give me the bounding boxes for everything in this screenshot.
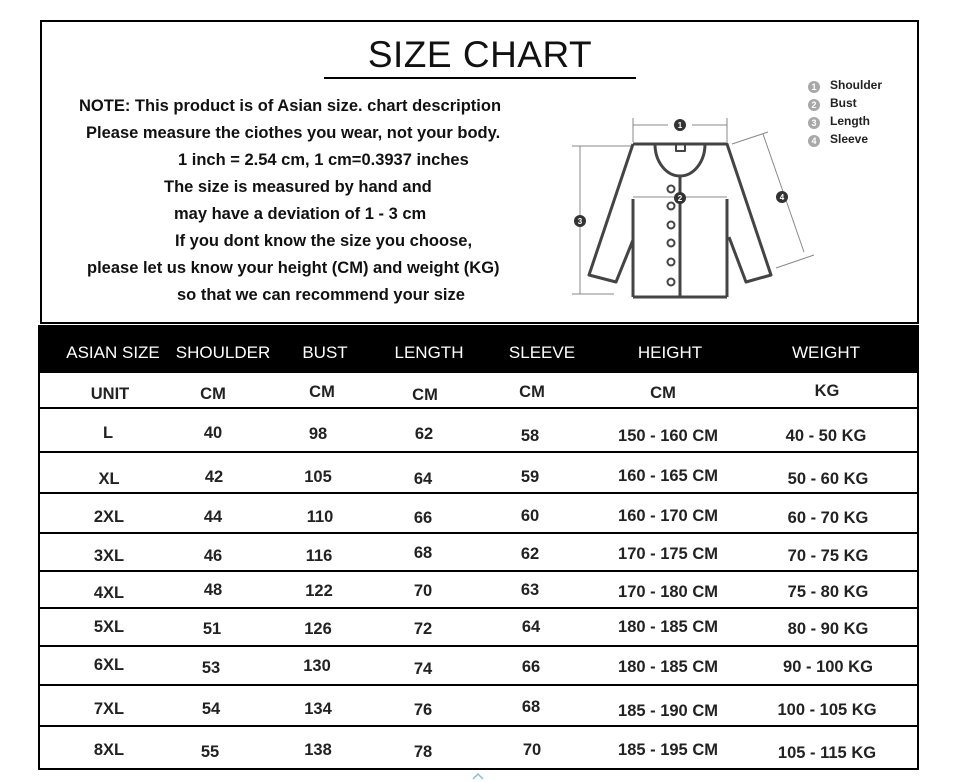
column-header-sleeve: SLEEVE bbox=[508, 343, 576, 362]
marker-1: 1 bbox=[677, 121, 683, 130]
sleeve-cell: 58 bbox=[520, 427, 540, 445]
size-cell: 7XL bbox=[93, 700, 125, 718]
shoulder-cell: 42 bbox=[204, 468, 224, 486]
weight-cell: 75 - 80 KG bbox=[787, 583, 869, 601]
table-row bbox=[40, 409, 917, 453]
length-cell: 68 bbox=[413, 544, 433, 562]
unit-cell: UNIT bbox=[90, 385, 130, 403]
number-badge-icon: 3 bbox=[808, 117, 820, 129]
weight-cell: 50 - 60 KG bbox=[787, 470, 869, 488]
column-header-bust: BUST bbox=[302, 343, 348, 362]
legend-label: Length bbox=[830, 114, 870, 128]
number-badge-icon: 2 bbox=[808, 99, 820, 111]
weight-cell: 105 - 115 KG bbox=[777, 744, 877, 762]
note-line: If you dont know the size you choose, bbox=[175, 232, 473, 250]
height-cell: 170 - 180 CM bbox=[618, 583, 718, 601]
bust-cell: 134 bbox=[304, 700, 332, 718]
number-badge-icon: 4 bbox=[808, 135, 820, 147]
column-header-shoulder: SHOULDER bbox=[175, 343, 271, 362]
bust-cell: 138 bbox=[304, 741, 332, 759]
svg-text:3: 3 bbox=[577, 217, 583, 226]
table-row bbox=[40, 494, 917, 534]
unit-cell: KG bbox=[814, 382, 840, 400]
sleeve-cell: 62 bbox=[520, 545, 540, 563]
note-line: Please measure the ciothes you wear, not your body. bbox=[86, 124, 501, 142]
sleeve-cell: 59 bbox=[520, 468, 540, 486]
note-line: so that we can recommend your size bbox=[177, 286, 465, 304]
size-cell: 4XL bbox=[93, 584, 125, 602]
sleeve-cell: 70 bbox=[522, 741, 542, 759]
table-row bbox=[40, 686, 917, 727]
column-header-height: HEIGHT bbox=[637, 343, 703, 362]
chevron-up-icon[interactable] bbox=[471, 771, 485, 781]
table-header-row bbox=[40, 325, 917, 373]
size-cell: 6XL bbox=[93, 656, 125, 674]
sleeve-cell: 63 bbox=[520, 581, 540, 599]
table-row bbox=[40, 572, 917, 609]
shoulder-cell: 51 bbox=[202, 620, 222, 638]
weight-cell: 100 - 105 KG bbox=[777, 701, 877, 719]
sleeve-cell: 68 bbox=[521, 698, 541, 716]
number-badge-icon: 1 bbox=[808, 81, 820, 93]
bust-cell: 126 bbox=[304, 620, 332, 638]
weight-cell: 60 - 70 KG bbox=[787, 509, 869, 527]
size-cell: 5XL bbox=[93, 618, 125, 636]
size-cell: 8XL bbox=[93, 741, 125, 759]
height-cell: 185 - 190 CM bbox=[618, 702, 718, 720]
column-header-size: ASIAN SIZE bbox=[66, 343, 160, 362]
shoulder-cell: 53 bbox=[201, 659, 221, 677]
weight-cell: 90 - 100 KG bbox=[783, 658, 873, 676]
size-chart-info-box bbox=[40, 20, 919, 324]
bust-cell: 105 bbox=[304, 468, 332, 486]
unit-cell: CM bbox=[309, 383, 335, 401]
unit-cell: CM bbox=[650, 384, 676, 402]
table-unit-row bbox=[40, 373, 917, 409]
column-header-weight: WEIGHT bbox=[792, 343, 860, 362]
page-title: SIZE CHART bbox=[367, 34, 593, 75]
height-cell: 150 - 160 CM bbox=[618, 427, 718, 445]
height-cell: 160 - 170 CM bbox=[618, 507, 718, 525]
note-line: 1 inch = 2.54 cm, 1 cm=0.3937 inches bbox=[178, 151, 469, 169]
bust-cell: 122 bbox=[305, 582, 333, 600]
sleeve-cell: 66 bbox=[521, 658, 541, 676]
length-cell: 70 bbox=[413, 582, 433, 600]
shoulder-cell: 54 bbox=[201, 700, 221, 718]
legend-label: Shoulder bbox=[830, 78, 883, 92]
sleeve-cell: 64 bbox=[521, 618, 541, 636]
note-line: please let us know your height (CM) and weight (KG) bbox=[87, 259, 500, 277]
height-cell: 160 - 165 CM bbox=[618, 467, 718, 485]
note-line: NOTE: This product is of Asian size. chart description bbox=[79, 97, 502, 115]
svg-text:2: 2 bbox=[677, 194, 683, 203]
unit-cell: CM bbox=[200, 385, 226, 403]
shoulder-cell: 44 bbox=[203, 508, 223, 526]
column-header-length: LENGTH bbox=[394, 343, 464, 362]
svg-text:4: 4 bbox=[779, 193, 785, 202]
size-cell: XL bbox=[98, 470, 120, 488]
note-line: The size is measured by hand and bbox=[164, 178, 432, 196]
table-row bbox=[40, 453, 917, 494]
weight-cell: 70 - 75 KG bbox=[787, 547, 869, 565]
table-row bbox=[40, 609, 917, 647]
bust-cell: 116 bbox=[305, 547, 333, 565]
note-line: may have a deviation of 1 - 3 cm bbox=[174, 205, 427, 223]
legend-label: Bust bbox=[830, 96, 857, 110]
shoulder-cell: 46 bbox=[203, 547, 223, 565]
size-cell: 3XL bbox=[93, 547, 125, 565]
sleeve-cell: 60 bbox=[520, 507, 540, 525]
jacket-measurement-diagram bbox=[564, 100, 824, 310]
title-underline bbox=[324, 77, 636, 79]
size-cell: 2XL bbox=[93, 508, 125, 526]
weight-cell: 40 - 50 KG bbox=[785, 427, 867, 445]
size-cell: L bbox=[102, 424, 114, 442]
length-cell: 76 bbox=[413, 701, 433, 719]
length-cell: 78 bbox=[413, 743, 433, 761]
table-row bbox=[40, 727, 917, 770]
length-cell: 72 bbox=[413, 620, 433, 638]
height-cell: 180 - 185 CM bbox=[618, 618, 718, 636]
length-cell: 62 bbox=[414, 425, 434, 443]
shoulder-cell: 55 bbox=[200, 743, 220, 761]
bust-cell: 98 bbox=[308, 425, 328, 443]
height-cell: 185 - 195 CM bbox=[618, 741, 718, 759]
length-cell: 66 bbox=[413, 509, 433, 527]
height-cell: 170 - 175 CM bbox=[618, 545, 718, 563]
unit-cell: CM bbox=[519, 383, 545, 401]
length-cell: 64 bbox=[413, 470, 433, 488]
bust-cell: 110 bbox=[306, 508, 334, 526]
shoulder-cell: 40 bbox=[203, 424, 223, 442]
shoulder-cell: 48 bbox=[203, 581, 223, 599]
table-row bbox=[40, 534, 917, 572]
weight-cell: 80 - 90 KG bbox=[787, 620, 869, 638]
bust-cell: 130 bbox=[303, 657, 331, 675]
size-table bbox=[38, 325, 919, 770]
length-cell: 74 bbox=[413, 660, 433, 678]
legend-label: Sleeve bbox=[830, 132, 869, 146]
height-cell: 180 - 185 CM bbox=[618, 658, 718, 676]
table-row bbox=[40, 647, 917, 686]
unit-cell: CM bbox=[412, 386, 438, 404]
